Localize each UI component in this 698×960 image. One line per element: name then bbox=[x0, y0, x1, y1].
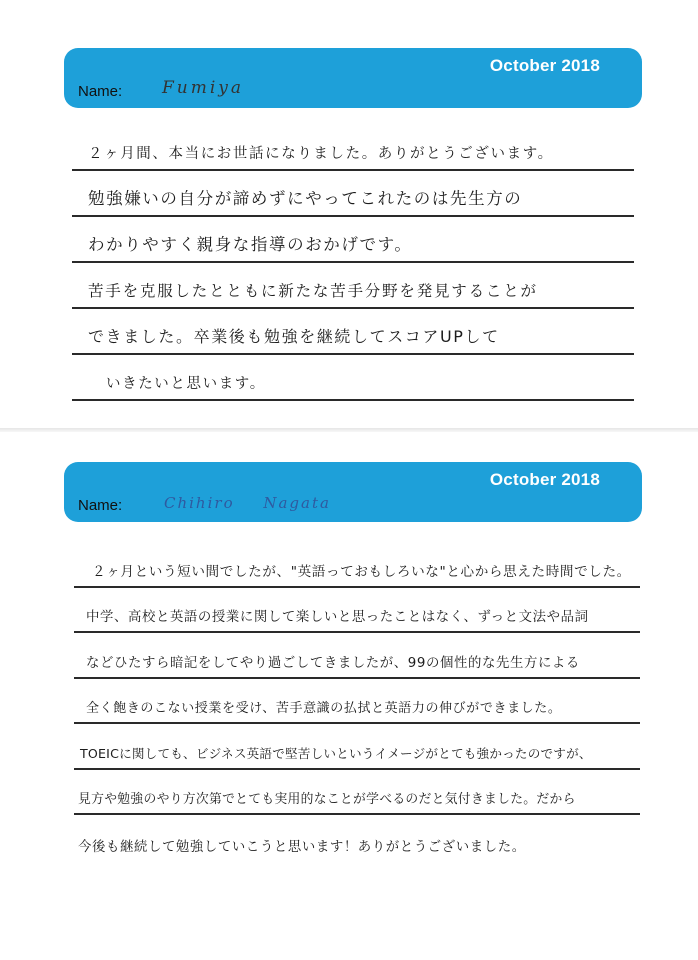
ruled-line bbox=[74, 815, 640, 861]
ruled-line bbox=[74, 724, 640, 770]
comment-line-text: ２ヶ月間、本当にお世話になりました。ありがとうございます。 bbox=[88, 146, 554, 162]
ruled-line bbox=[74, 588, 640, 634]
card-header-bar bbox=[64, 48, 642, 108]
comment-line-text: 勉強嫌いの自分が諦めずにやってこれたのは先生方の bbox=[88, 189, 523, 208]
handwritten-name: Chihiro Nagata bbox=[164, 494, 331, 512]
comment-line-text: わかりやすく親身な指導のおかげです。 bbox=[88, 235, 413, 254]
date-label: October 2018 bbox=[489, 56, 600, 75]
handwritten-name: Fumiya bbox=[162, 78, 245, 98]
comment-line-text: できました。卒業後も勉強を継続してスコアUPして bbox=[88, 327, 500, 346]
comment-line-text: 全く飽きのこない授業を受け、苦手意識の払拭と英語力の伸びができました。 bbox=[86, 701, 562, 716]
ruled-line bbox=[74, 679, 640, 725]
handwritten-comment bbox=[74, 542, 640, 861]
comment-line-text: 今後も継続して勉強していこうと思います！ありがとうございました。 bbox=[78, 839, 526, 855]
comment-line-text: いきたいと思います。 bbox=[106, 376, 266, 392]
ruled-line bbox=[72, 217, 634, 263]
ruled-line bbox=[72, 263, 634, 309]
ruled-line bbox=[74, 542, 640, 588]
handwritten-comment bbox=[72, 125, 634, 401]
comment-line-text: などひたすら暗記をしてやり過ごしてきましたが、99の個性的な先生方による bbox=[86, 655, 580, 671]
card-header-bar bbox=[64, 462, 642, 522]
ruled-line bbox=[72, 309, 634, 355]
ruled-line bbox=[74, 633, 640, 679]
ruled-line bbox=[74, 770, 640, 816]
testimonial-card-1 bbox=[0, 0, 698, 428]
ruled-line bbox=[72, 125, 634, 171]
comment-line-text: 見方や勉強のやり方次第でとても実用的なことが学べるのだと気付きました。だから bbox=[78, 792, 576, 807]
testimonial-card-2 bbox=[0, 432, 698, 960]
comment-line-text: 苦手を克服したとともに新たな苦手分野を発見することが bbox=[88, 282, 538, 300]
name-label: Name: bbox=[78, 83, 123, 100]
ruled-line bbox=[72, 171, 634, 217]
date-label: October 2018 bbox=[489, 470, 600, 489]
comment-line-text: TOEICに関しても、ビジネス英語で堅苦しいというイメージがとても強かったのですが、 bbox=[80, 745, 592, 761]
ruled-line bbox=[72, 355, 634, 401]
name-label: Name: bbox=[78, 497, 123, 514]
comment-line-text: ２ヶ月という短い間でしたが、"英語っておもしろいな"と心から思えた時間でした。 bbox=[92, 563, 631, 580]
comment-line-text: 中学、高校と英語の授業に関して楽しいと思ったことはなく、ずっと文法や品詞 bbox=[86, 610, 589, 625]
